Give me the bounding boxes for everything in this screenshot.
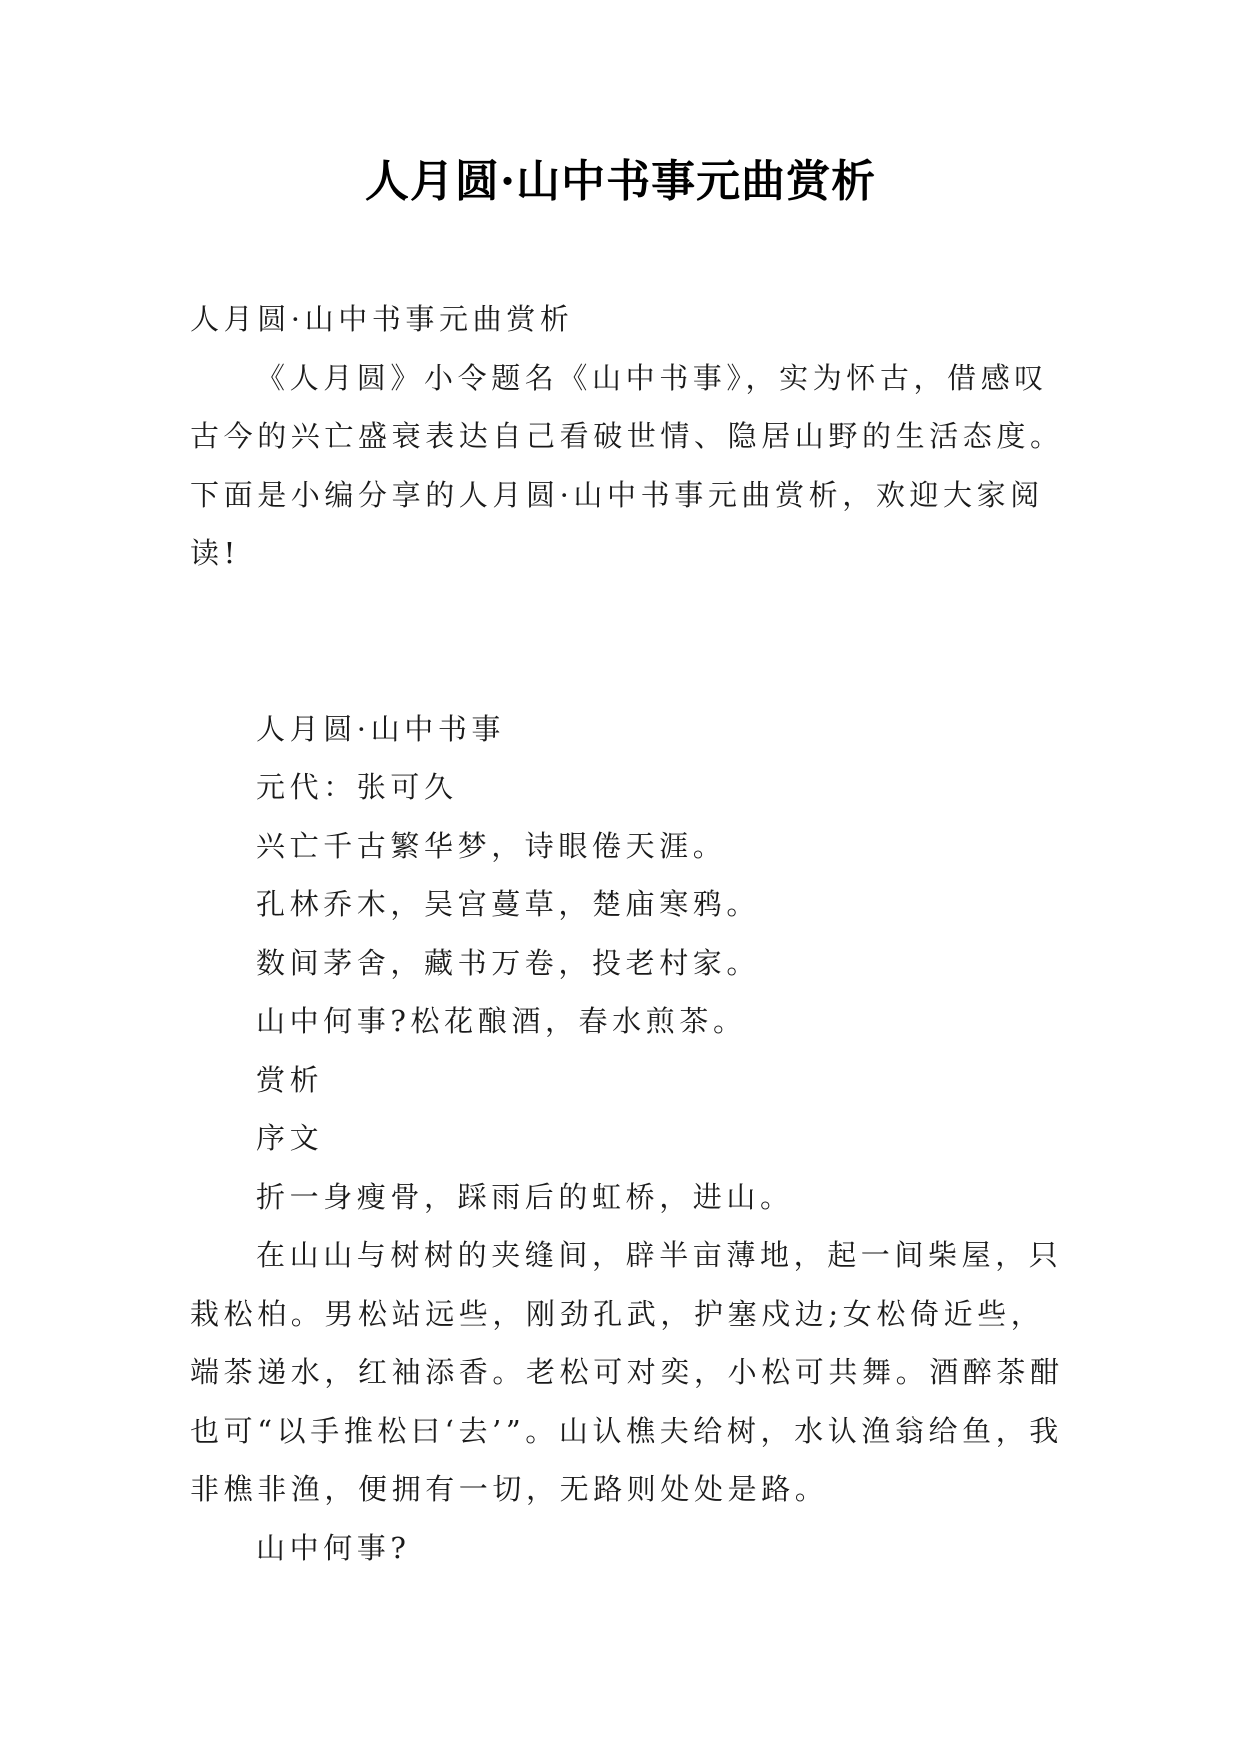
poem-title: 人月圆·山中书事: [256, 711, 506, 746]
poem-author: 元代：张可久: [256, 770, 458, 804]
poem-line: 兴亡千古繁华梦，诗眼倦天涯。: [256, 828, 727, 863]
body-paragraph: 山中何事?: [256, 1530, 411, 1565]
subtitle: 人月圆·山中书事元曲赏析: [190, 302, 574, 336]
preface-heading: 序文: [256, 1121, 324, 1155]
analysis-heading: 赏析: [256, 1062, 324, 1097]
body-paragraph: 在山山与树树的夹缝间，辟半亩薄地，起一间柴屋，只栽松柏。男松站远些，刚劲孔武，护塞戍边;女松倚近些，端茶递水，红袖添香。老松可对奕，小松可共舞。酒醉茶酣也可“以手推松曰‘去’”。山认樵夫给树，水认渔翁给鱼，我非樵非渔，便拥有一切，无路则处处是路。: [190, 1238, 1064, 1506]
document-title: 人月圆·山中书事元曲赏析: [364, 156, 877, 207]
poem-line: 山中何事?松花酿酒，春水煎茶。: [256, 1004, 747, 1038]
poem-line: 数间茅舍，藏书万卷，投老村家。: [256, 945, 761, 980]
body-paragraph: 折一身瘦骨，踩雨后的虹桥，进山。: [256, 1179, 794, 1214]
poem-line: 孔林乔木，吴宫蔓草，楚庙寒鸦。: [256, 887, 761, 921]
section-spacer: [190, 583, 1070, 700]
intro-paragraph: 《人月圆》小令题名《山中书事》，实为怀古，借感叹古今的兴亡盛衰表达自己看破世情、隐居山野的生活态度。下面是小编分享的人月圆·山中书事元曲赏析，欢迎大家阅读!: [190, 360, 1064, 570]
document-body: [190, 290, 1070, 1577]
